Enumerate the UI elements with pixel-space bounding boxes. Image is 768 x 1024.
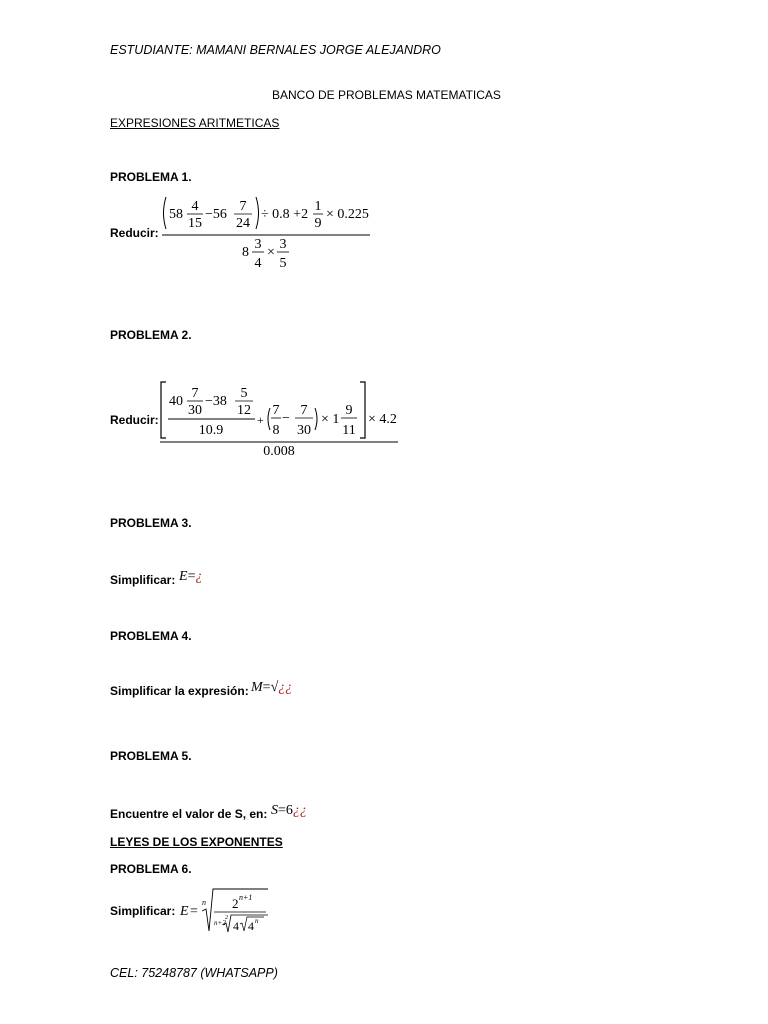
- p1-tail: × 0.225: [326, 207, 369, 222]
- p2-plus: +: [257, 413, 264, 427]
- problem-3-heading: PROBLEMA 3.: [110, 516, 192, 530]
- problem-5-equation: [271, 803, 307, 819]
- p1-div-part: ÷ 0.8 +2: [261, 207, 309, 222]
- p6-num-exp: n+1: [239, 893, 253, 902]
- p1-den-24: 24: [236, 216, 250, 231]
- p5-lhs: S: [271, 803, 278, 818]
- p2-num-9: 9: [345, 403, 353, 418]
- problem-4-equation: [251, 680, 292, 696]
- p2-num-5: 5: [240, 386, 248, 401]
- p6-inner-sq: 2: [225, 915, 228, 921]
- p6-eq: =: [190, 904, 198, 919]
- p1-den-15: 15: [188, 216, 202, 231]
- p2-den-11: 11: [342, 423, 356, 438]
- p1-whole-58: 58: [169, 207, 183, 222]
- p6-num-base: 2: [232, 896, 239, 911]
- problem-6-expression: [178, 885, 278, 940]
- p2-tail: × 4.2: [368, 412, 397, 427]
- p1-num-4: 4: [191, 199, 199, 214]
- problem-5-heading: PROBLEMA 5.: [110, 749, 192, 763]
- problem-3-equation: [179, 569, 202, 585]
- student-name: ESTUDIANTE: MAMANI BERNALES JORGE ALEJANDRO: [110, 43, 441, 57]
- p6-in-exp: n: [255, 917, 259, 925]
- p1-den-whole-8: 8: [242, 245, 249, 260]
- p2-den-12: 12: [237, 403, 251, 418]
- p1-den-num-3: 3: [254, 237, 262, 252]
- p1-den-9: 9: [314, 216, 322, 231]
- p2-paren-den-8: 8: [272, 423, 280, 438]
- p6-four: 4: [233, 919, 239, 933]
- p6-in-base: 4: [248, 919, 254, 933]
- p4-lhs: M: [251, 680, 263, 695]
- p1-den-den-4: 4: [254, 256, 262, 271]
- problem-6-label: Simplificar:: [110, 904, 176, 918]
- problem-6-heading: PROBLEMA 6.: [110, 862, 192, 876]
- p1-den-times: ×: [267, 245, 275, 260]
- p2-paren-minus: −: [282, 411, 290, 426]
- p2-minus-38: −38: [205, 394, 227, 409]
- contact-phone: CEL: 75248787 (WHATSAPP): [110, 966, 278, 980]
- p1-num-7: 7: [239, 199, 247, 214]
- p5-six: 6: [285, 803, 293, 818]
- p6-lhs: E: [180, 904, 189, 919]
- p3-eq: =: [187, 569, 196, 584]
- p2-whole-40: 40: [169, 394, 183, 409]
- p2-paren-den-30: 30: [297, 423, 311, 438]
- document-title: BANCO DE PROBLEMAS MATEMATICAS: [272, 88, 501, 102]
- p3-lhs: E: [179, 569, 188, 584]
- p5-eq: =: [278, 803, 286, 818]
- problem-2-expression: [158, 380, 403, 460]
- p2-den-30: 30: [188, 403, 202, 418]
- p4-eq: =: [262, 680, 271, 695]
- problem-3-label: Simplificar:: [110, 573, 176, 587]
- problem-4-label: Simplificar la expresión:: [110, 684, 249, 698]
- p1-den-den2-5: 5: [279, 256, 287, 271]
- p5-placeholder: ¿¿: [292, 803, 307, 818]
- p1-minus-56: −56: [205, 207, 227, 222]
- p3-placeholder: ¿: [195, 569, 203, 584]
- p2-paren-num-7: 7: [272, 403, 280, 418]
- problem-1-heading: PROBLEMA 1.: [110, 170, 192, 184]
- p6-inner-index: n+2: [214, 919, 226, 927]
- section-heading-arithmetic: EXPRESIONES ARITMETICAS: [110, 116, 280, 130]
- p4-placeholder: ¿¿: [278, 680, 293, 695]
- p6-outer-index: n: [202, 898, 206, 907]
- p4-root: √: [270, 680, 279, 695]
- p2-inner-den: 10.9: [198, 423, 224, 438]
- problem-1-expression: [160, 193, 375, 273]
- p1-num-1: 1: [314, 199, 322, 214]
- p2-num-7: 7: [191, 386, 199, 401]
- p2-paren-num2-7: 7: [300, 403, 308, 418]
- problem-5-label: Encuentre el valor de S, en:: [110, 807, 268, 821]
- problem-2-heading: PROBLEMA 2.: [110, 328, 192, 342]
- p2-times-1: × 1: [321, 412, 340, 427]
- p1-den-num2-3: 3: [279, 237, 287, 252]
- problem-2-label: Reducir:: [110, 413, 159, 427]
- problem-4-heading: PROBLEMA 4.: [110, 629, 192, 643]
- section-heading-exponents: LEYES DE LOS EXPONENTES: [110, 835, 283, 849]
- p2-den-0008: 0.008: [263, 444, 295, 459]
- problem-1-label: Reducir:: [110, 226, 159, 240]
